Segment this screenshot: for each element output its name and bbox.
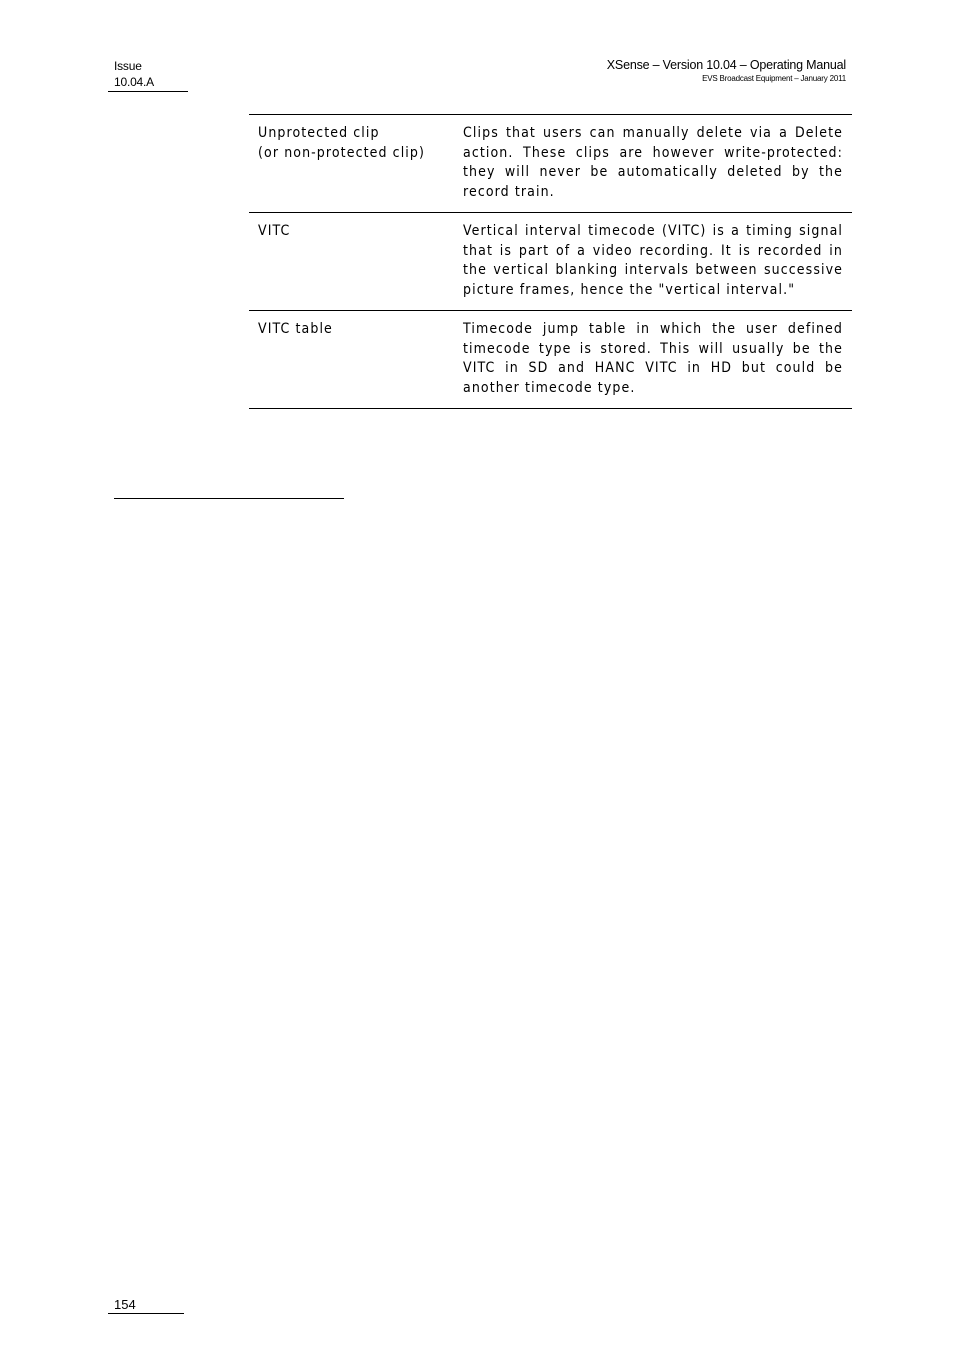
glossary-term bbox=[249, 115, 463, 213]
glossary-definition: Vertical interval timecode (VITC) is a timing signal that is part of a video recording. It is recorded in the vertical blanking intervals between successive picture frames, hence the "vertical interval." bbox=[463, 223, 843, 298]
document-title: XSense – Version 10.04 – Operating Manual bbox=[606, 58, 846, 72]
term-line: Unprotected clip bbox=[258, 125, 380, 141]
term-line: VITC table bbox=[258, 321, 333, 337]
issue-label: Issue bbox=[114, 59, 142, 73]
glossary-term bbox=[249, 311, 463, 409]
glossary-table bbox=[249, 114, 852, 409]
issue-number: 10.04.A bbox=[114, 75, 154, 89]
glossary-definition: Clips that users can manually delete via a Delete action. These clips are however write-protected: they will never be automatically deleted by the record train. bbox=[463, 125, 843, 200]
term-line: VITC bbox=[258, 223, 291, 239]
glossary-row bbox=[249, 213, 852, 311]
glossary-definition: Timecode jump table in which the user defined timecode type is stored. This will usually be the VITC in SD and HANC VITC in HD but could be another timecode type. bbox=[463, 321, 843, 396]
term-line: (or non-protected clip) bbox=[258, 144, 426, 161]
page-number: 154 bbox=[114, 1297, 136, 1312]
document-header bbox=[607, 58, 846, 85]
document-subtitle: EVS Broadcast Equipment – January 2011 bbox=[702, 74, 846, 83]
issue-block bbox=[108, 58, 188, 92]
page-number-block bbox=[108, 1296, 184, 1314]
glossary-row bbox=[249, 115, 852, 213]
footnote-separator bbox=[114, 498, 344, 499]
glossary-term bbox=[249, 213, 463, 311]
glossary-row bbox=[249, 311, 852, 409]
